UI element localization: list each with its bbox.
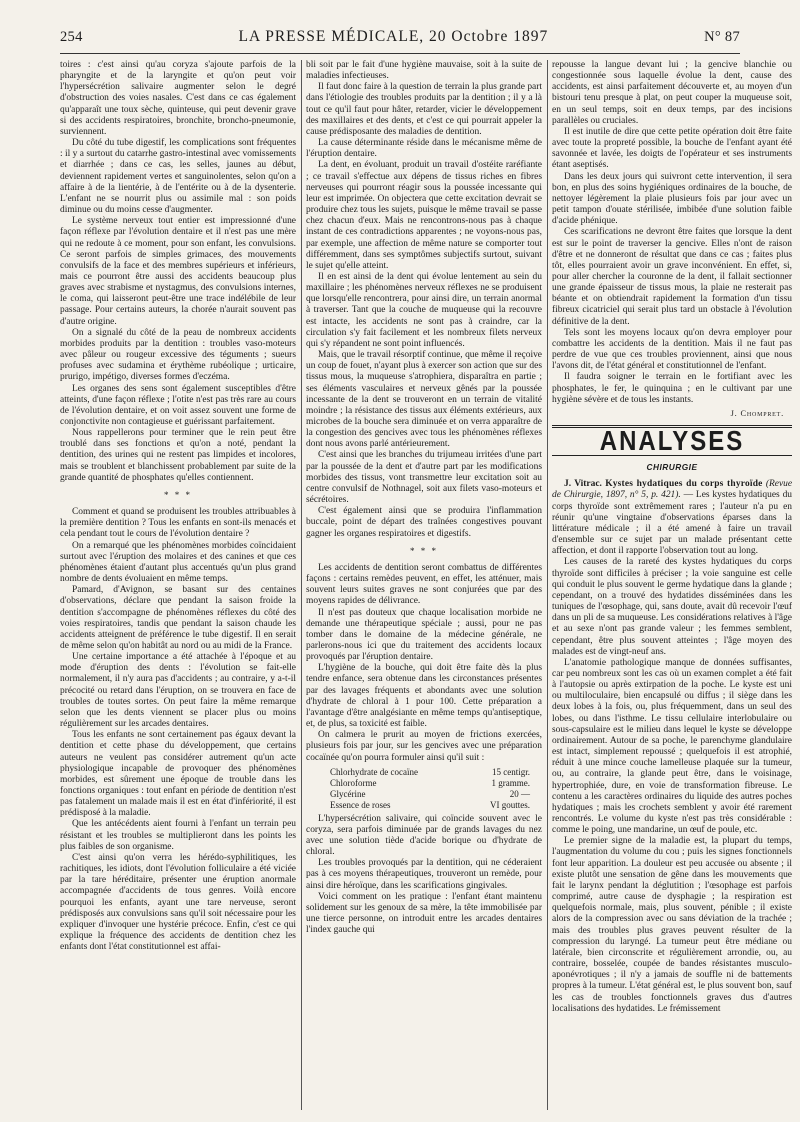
subsection-title: CHIRURGIE bbox=[646, 462, 698, 473]
formula-row bbox=[330, 800, 530, 811]
formula-row bbox=[330, 767, 530, 778]
paragraph: On a signalé du côté de la peau de nombreux accidents morbides produits par la dentition : troubles vaso-moteurs avec pâleur ou rougeur excessive des téguments ; sueurs profuses avec sudamina et érythème rubéolique ; urticaire, prurigo, impétigo, diverses formes d'eczéma. bbox=[60, 327, 296, 383]
column-divider bbox=[301, 60, 302, 1110]
paragraph: Les causes de la rareté des kystes hydatiques du corps thyroïde sont difficiles à préciser ; la voie sanguine est celle qui conduit le plus souvent le germe hydatique dans la glande ; cependant, on a trouvé des hydatides disséminées dans les tuniques de l'œsophage, qui, sans doute, avait dû recevoir l'œuf dans un pli de sa muqueuse. Les considérations relatives à l'âge et au sexe n'ont pas grande valeur ; les femmes semblent, cependant, être plus souvent atteintes ; l'âge moyen des malades est de vingt-neuf ans. bbox=[552, 557, 792, 657]
page-header bbox=[60, 28, 740, 50]
paragraph: bli soit par le fait d'une hygiène mauvaise, soit à la suite de maladies infectieuses. bbox=[306, 60, 542, 82]
paragraph: repousse la langue devant lui ; la gencive blanchie ou congestionnée sous laquelle évolue la dent, cause des accidents, est ainsi parfaitement découverte et, au moyen d'un bistouri tenu presque à plat, on peut couper la muqueuse soit, en un seul temps, soit en deux temps, par des incisions parallèles ou cruciales. bbox=[552, 60, 792, 126]
paragraph: L'hygiène de la bouche, qui doit être faite dès la plus tendre enfance, sera obtenue dans les circonstances présentes par des lavages fréquents et abondants avec une solution d'hydrate de chloral à 1 pour 100. Cette préparation a l'avantage d'être analgésiante en même temps qu'antiseptique, et, de plus, sa toxicité est faible. bbox=[306, 663, 542, 730]
paragraph: Pamard, d'Avignon, se basant sur des centaines d'observations, déclare que pendant la saison froide la dentition s'accompagne de phénomènes réflexes du côté des voies respiratoires, tandis que pendant la saison chaude les accidents atteignent de préférence le tube digestif. Il en serait de même selon qu'on habitât au nord ou au midi de la France. bbox=[60, 585, 296, 651]
paragraph: On a remarqué que les phénomènes morbides coïncidaient surtout avec l'éruption des molaires et des canines et que ces phénomènes étaient d'autant plus accentués qu'un plus grand nombre de dents évoluaient en même temps. bbox=[60, 540, 296, 585]
paragraph: Le système nerveux tout entier est impressionné d'une façon réflexe par l'évolution dentaire et il n'est pas une mère qui ne redoute à ce moment, pour son enfant, les convulsions. Ce seront parfois de simples grimaces, des mouvements convulsifs de la face et des membres supérieurs et inférieurs, mais ce pourront être aussi des accidents beaucoup plus graves avec strabisme et nystagmus, des convulsions internes, le coma, qui laisseront peut-être une trace indélébile de leur passage. Pour certains auteurs, la chorée n'aurait souvent pas d'autre origine. bbox=[60, 216, 296, 327]
author-signature: J. Chompret. bbox=[730, 408, 784, 418]
paragraph: La cause déterminante réside dans le mécanisme même de l'éruption dentaire. bbox=[306, 138, 542, 160]
paragraph: Il faudra soigner le terrain en le fortifiant avec les phosphates, le fer, le quinquina ; en le cultivant par une hygiène sévère et de tous les instants. bbox=[552, 372, 792, 405]
article-author: J. Vitrac. bbox=[564, 479, 602, 490]
asterism-separator: * * * bbox=[164, 489, 192, 500]
paragraph: toires : c'est ainsi qu'au coryza s'ajoute parfois de la pharyngite et de la laryngite et qu'on peut voir l'hypersécrétion salivaire augmenter selon le degré d'obstruction des voies nasales. C'est dans ce cas également qu'apparaît une toux sèche, quinteuse, qui peut devenir grave si des accidents respiratoires, bronchite, broncho-pneumonie, surviennent. bbox=[60, 60, 296, 137]
paragraph: L'anatomie pathologique manque de données suffisantes, car peu nombreux sont les cas où un examen complet a été fait à l'autopsie ou après extirpation de la poche. Le kyste est uni ou multiloculaire, bien encapsulé ou diffus ; il siège dans les deux lobes à la fois, ou, plus fréquemment, dans un seul des lobes, ou dans l'isthme. Le tissu cellulaire interlobulaire ou sous-capsulaire est le milieu dans lequel le kyste se développe ordinairement. Autour de sa poche, le parenchyme glandulaire est intact, simplement repoussé ; quelquefois il est atrophié, réduit à une mince couche lamelleuse plaquée sur la tumeur, ou, au contraire, la glande peut être, dans le voisinage, hypertrophiée, dure, en voie de transformation fibreuse. Le contenu a les caractères ordinaires du liquide des autres poches hydatiques ; mais les crochets semblent y avoir été rarement rencontrés. Le volume du kyste n'est pas très considérable : comme le poing, une mandarine, un œuf de poule, etc. bbox=[552, 657, 792, 836]
paragraph: Mais, que le travail résorptif continue, que même il reçoive un coup de fouet, n'ayant plus à exercer son action que sur des tissus mous, la muqueuse s'atrophiera, disparaîtra en partie ; ses éléments vasculaires et nerveux gênés par la poussée incessante de la dent se trouveront en un terrain de vitalité moindre ; la résistance des tissus aux éléments extérieurs, aux microbes de la bouche sera diminuée et on verra apparaître de la congestion des gencives avec tous les phénomènes réflexes dont nous avons parlé antérieurement. bbox=[306, 350, 542, 450]
issue-number: N° 87 bbox=[704, 29, 740, 45]
formula-quantity: VI gouttes. bbox=[490, 799, 530, 810]
column-middle bbox=[306, 60, 542, 1110]
paragraph: Comment et quand se produisent les troubles attribuables à la première dentition ? Tous les enfants en sont-ils menacés et cela pendant tout le cours de l'évolution dentaire ? bbox=[60, 507, 296, 540]
article-intro: — Les kystes hydatiques du corps thyroïde sont extrêmement rares ; l'auteur n'a pu en réunir qu'une vingtaine d'observations éparses dans la littérature médicale ; il a été amené à faire un travail d'ensemble sur ce sujet par un malade présentant cette affection, et dont il rapporte l'observation tout au long. bbox=[552, 490, 792, 557]
article-title: Kystes hydatiques du corps thyroïde bbox=[605, 479, 763, 490]
paragraph: Tous les enfants ne sont certainement pas égaux devant la dentition et cette phase du développement, que certains auteurs ne veulent pas considérer autrement qu'un acte physiologique incapable de provoquer des phénomènes morbides, est sûrement une époque de trouble dans les fonctions organiques : tout enfant en période de dentition n'est pas fatalement un malade mais il est en état d'infériorité, il est prédisposé à la maladie. bbox=[60, 730, 296, 819]
formula-quantity: 20 — bbox=[509, 788, 530, 799]
article-citation: (Revue de Chirurgie, 1897, n° 5, p. 421). bbox=[552, 479, 792, 501]
formula-row bbox=[330, 778, 530, 789]
paragraph: On calmera le prurit au moyen de frictions exercées, plusieurs fois par jour, sur les gencives avec une préparation cocaïnée qu'on pourra formuler ainsi qu'il suit : bbox=[306, 730, 542, 763]
paragraph: Les organes des sens sont également susceptibles d'être atteints, d'une façon réflexe ; l'otite n'est pas très rare au cours de l'évolution dentaire, et on voit assez souvent une forme de conjonctivite non contagieuse et guérissant parfaitement. bbox=[60, 383, 296, 427]
formula-ingredient: Essence de roses bbox=[330, 799, 391, 810]
article-lead bbox=[552, 479, 792, 557]
paragraph: C'est ainsi que les branches du trijumeau irritées d'une part par la poussée de la dent et d'autre part par les modifications morbides des tissus, vont transmettre leur excitation soit au centre convulsif de Nothnagel, soit aux filets vaso-moteurs et sécrétoires. bbox=[306, 450, 542, 506]
paragraph: Il est inutile de dire que cette petite opération doit être faite avec toute la propreté possible, la bouche de l'enfant ayant été savonnée et lavée, les doigts de l'opérateur et ses instruments étant aseptisés. bbox=[552, 126, 792, 171]
formula-row bbox=[330, 789, 530, 800]
paragraph: Tels sont les moyens locaux qu'on devra employer pour combattre les accidents de la dentition. Mais il ne faut pas perdre de vue que ces troubles proviennent, ainsi que nous l'avons dit, de l'état général et constitutionnel de l'enfant. bbox=[552, 327, 792, 372]
paragraph: La dent, en évoluant, produit un travail d'ostéite raréfiante ; ce travail s'effectue aux dépens de tissus riches en fibres nerveuses qui pourront réagir sous la poussée incessante qui leur est imprimée. On objectera que cette excitation devrait se produire chez tous les sujets, puisque le même travail se passe chez chacun d'eux. Mais ne rencontrons-nous pas à chaque instant de ces contradictions apparentes ; ne voyons-nous pas, par exemple, une affection de même nature se comporter tout différemment, dans ses symptômes subjectifs surtout, suivant le sujet qu'elle atteint. bbox=[306, 160, 542, 271]
paragraph: C'est également ainsi que se produira l'inflammation buccale, point de départ des traînées congestives pouvant gagner les organes respiratoires et digestifs. bbox=[306, 506, 542, 539]
paragraph: Que les antécédents aient fourni à l'enfant un terrain peu résistant et les troubles se multiplieront dans les points les plus faibles de son organisme. bbox=[60, 819, 296, 852]
paragraph: Du côté du tube digestif, les complications sont fréquentes : il y a surtout du catarrhe gastro-intestinal avec vomissements et diarrhée ; dans ce cas, les selles, jaunes au début, deviennent rapidement vertes et sanguinolentes, selon qu'on a affaire à de la lientérie, à de l'entérite ou à de la dysenterie. L'enfant ne se nourrit plus ou assimile mal : son poids diminue ou du moins cesse d'augmenter. bbox=[60, 138, 296, 216]
column-right bbox=[552, 60, 792, 1110]
paragraph: Les troubles provoqués par la dentition, qui ne céderaient pas à ces moyens thérapeutiques, trouveront un remède, pour ainsi dire héroïque, dans les scarifications gingivales. bbox=[306, 858, 542, 891]
formula-ingredient: Chloroforme bbox=[330, 777, 377, 788]
paragraph: Les accidents de dentition seront combattus de différentes façons : certains remèdes peuvent, en effet, les atténuer, mais souvent leurs suites graves ne sont conjurées que par des moyens rapides de délivrance. bbox=[306, 562, 542, 607]
paragraph: Dans les deux jours qui suivront cette intervention, il sera bon, en plus des soins hygiéniques ordinaires de la bouche, de nettoyer légèrement la plaie plusieurs fois par jour avec un petit tampon d'ouate stérilisée, imbibée d'une solution faible d'acide phénique. bbox=[552, 171, 792, 227]
paragraph: Ces scarifications ne devront être faites que lorsque la dent est sur le point de traverser la gencive. Elles n'ont de raison d'être et ne donneront de résultat que dans ce cas ; faites plus tôt, elles pourraient avoir un grave inconvénient. En effet, si, pour aller chercher la couronne de la dent, il fallait sectionner une grande épaisseur de tissus mous, la plaie ne resterait pas béante et on obtiendrait rapidement la formation d'un tissu fibreux cicatriciel qui serait plus tard un obstacle à l'évolution définitive de la dent. bbox=[552, 227, 792, 327]
paragraph: Il faut donc faire à la question de terrain la plus grande part dans l'étiologie des troubles produits par la dentition ; il y a là tout ce qu'il faut pour hâter, retarder, vicier le développement des maxillaires et des dents, et c'est ce qui pourrait appeler la cause prédisposante des maladies de dentition. bbox=[306, 82, 542, 137]
paragraph: Il en est ainsi de la dent qui évolue lentement au sein du maxillaire ; les phénomènes nerveux réflexes ne se produisent que lorsqu'elle rencontrera, pour ainsi dire, un terrain anormal à traverser. Tant que la couche de muqueuse qui la recouvre est intacte, les accidents ne sont pas à craindre, car la circulation s'y fait facilement et les nombreux filets nerveux qui s'y répandent ne sont point influencés. bbox=[306, 271, 542, 349]
formula-ingredient: Chlorhydrate de cocaïne bbox=[330, 766, 418, 777]
paragraph: Voici comment on les pratique : l'enfant étant maintenu solidement sur les genoux de sa mère, la tête immobilisée par une tierce personne, on introduit entre les arcades dentaires l'index gauche qui bbox=[306, 891, 542, 936]
paragraph: Nous rappellerons pour terminer que le rein peut être troublé dans ses fonctions et qu'on a noté, pendant la dentition, des urines qui ne restent pas limpides et incolores, mais se troublent et blanchissent probablement par suite de la grande quantité de phosphates qu'elles contiennent. bbox=[60, 428, 296, 483]
formula-quantity: 1 gramme. bbox=[491, 777, 530, 788]
formula-ingredient: Glycérine bbox=[330, 788, 366, 799]
page-number: 254 bbox=[60, 29, 83, 45]
paragraph: Une certaine importance a été attachée à l'époque et au mode d'éruption des dents : l'évolution se fait-elle normalement, il n'y aura pas d'accidents ; au contraire, y a-t-il précocité ou retard dans l'éruption, on se trouvera en face de troubles de toutes sortes. On peut faire la même remarque selon que les dents viennent se placer plus ou moins régulièrement sur les arcades dentaires. bbox=[60, 652, 296, 730]
column-divider bbox=[547, 60, 548, 1110]
formula-quantity: 15 centigr. bbox=[492, 766, 530, 777]
journal-title: LA PRESSE MÉDICALE, 20 Octobre 1897 bbox=[238, 28, 549, 45]
column-left bbox=[60, 60, 296, 1110]
header-rule bbox=[60, 53, 740, 54]
section-title: ANALYSES bbox=[599, 425, 745, 458]
paragraph: Le premier signe de la maladie est, la plupart du temps, l'augmentation du volume du cou ; puis les signes fonctionnels font leur apparition. La douleur est peu accusée ou absente ; il existe plutôt une sensation de gêne dans les mouvements que fait le larynx pendant la déglutition ; l'œsophage est parfois comprimé, autre cause de dysphagie ; la respiration est quelquefois normale, mais, plus souvent, pénible ; il existe alors de la compression avec ou sans déviation de la trachée ; mais des troubles plus graves peuvent résulter de la compression du laryngé. La tumeur peut être médiane ou latérale, bien circonscrite et régulièrement arrondie, ou, au contraire, bosselée, coupée de bandes résistantes musculo-aponévrotiques ; il n'y a jamais de souffle ni de battements propres à la tumeur. L'état général est, le plus souvent bon, sauf les cas de troubles fonctionnels graves dus d'autres localisations des hydatides. Le frémissement bbox=[552, 836, 792, 1014]
paragraph: Il n'est pas douteux que chaque localisation morbide ne demande une thérapeutique spéciale ; aussi, pour ne pas tomber dans le domaine de la médecine générale, ne parlerons-nous ici que du traitement des accidents locaux provoqués par l'éruption dentaire. bbox=[306, 607, 542, 663]
asterism-separator: * * * bbox=[410, 545, 438, 556]
paragraph: C'est ainsi qu'on verra les hérédo-syphilitiques, les rachitiques, les idiots, dont l'évolution folliculaire a été viciée par la tare héréditaire, présenter une éruption anormale accompagnée d'accidents de tous genres. Voilà encore pourquoi les enfants, ayant une tare nerveuse, seront prédisposés aux convulsions sans qu'il soit nécessaire pour les expliquer d'invoquer une hystérie précoce. Enfin, c'est ce qui explique la fréquence des accidents de dentition chez les enfants dont l'état constitutionnel est affai- bbox=[60, 852, 296, 953]
paragraph: L'hypersécrétion salivaire, qui coïncide souvent avec le coryza, sera parfois diminuée par de grands lavages du nez avec une solution tiède d'acide borique ou d'hydrate de chloral. bbox=[306, 813, 542, 858]
prescription-formula bbox=[330, 767, 530, 811]
